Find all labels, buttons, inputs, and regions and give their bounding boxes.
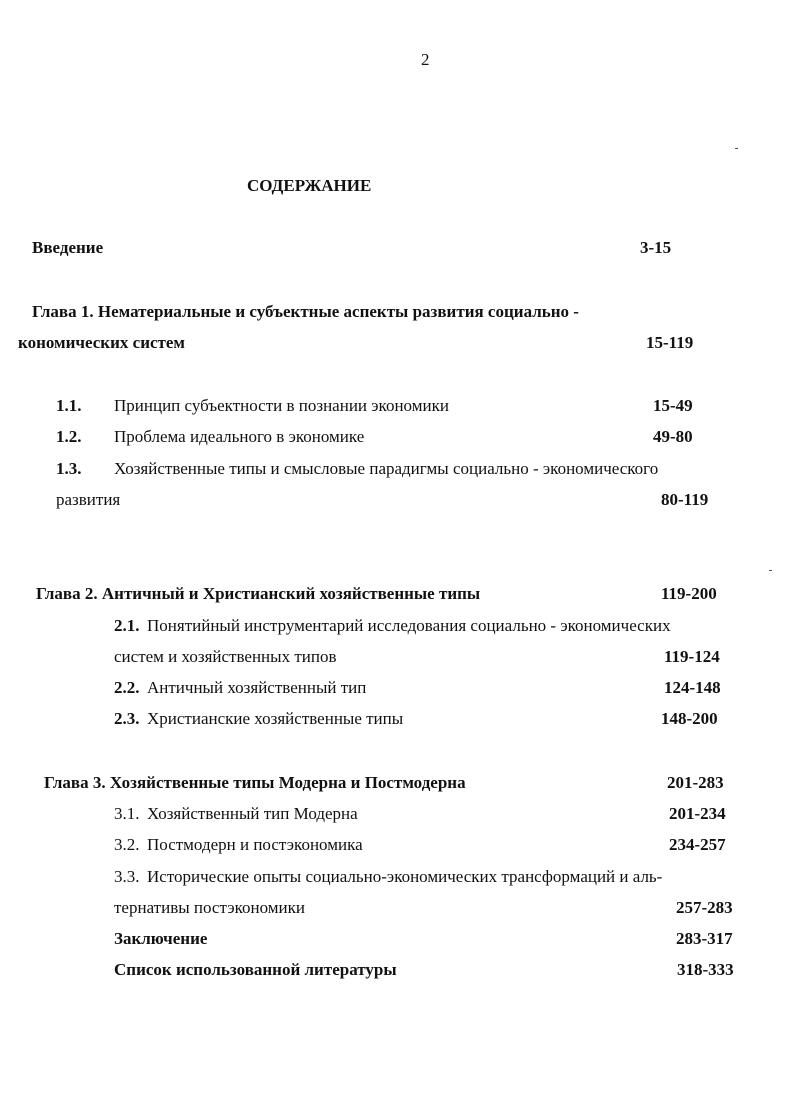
- section-3-1-title: Хозяйственный тип Модерна: [147, 804, 358, 823]
- section-3-2-number: 3.2.: [114, 835, 140, 854]
- section-3-3-title-line2: тернативы постэкономики: [114, 898, 306, 917]
- toc-bibliography-label: Список использованной литературы: [114, 960, 397, 979]
- section-2-3-number: 2.3.: [114, 709, 140, 728]
- section-2-3-title: Христианские хозяйственные типы: [147, 709, 404, 728]
- chapter-1-title-line2: кономических систем: [18, 333, 186, 352]
- section-2-2-title: Античный хозяйственный тип: [147, 678, 367, 697]
- section-1-3-title-line2: развития: [56, 490, 121, 509]
- toc-intro-pages: 3-15: [640, 238, 672, 257]
- toc-conclusion-pages: 283-317: [676, 929, 733, 948]
- section-3-1-pages: 201-234: [669, 804, 726, 823]
- chapter-3-title: Глава 3. Хозяйственные типы Модерна и Постмодерна: [44, 773, 466, 792]
- section-1-1-number: 1.1.: [56, 396, 82, 415]
- page-number: 2: [421, 50, 430, 69]
- toc-heading: СОДЕРЖАНИЕ: [247, 176, 372, 195]
- scan-speck: [769, 570, 772, 571]
- section-1-2-number: 1.2.: [56, 427, 82, 446]
- section-2-1-title-line1: Понятийный инструментарий исследования социально - экономических: [147, 616, 671, 635]
- chapter-2-title: Глава 2. Античный и Христианский хозяйственные типы: [36, 584, 481, 603]
- chapter-1-title-line1: Глава 1. Нематериальные и субъектные аспекты развития социально -: [32, 302, 579, 321]
- section-1-2-pages: 49-80: [653, 427, 693, 446]
- chapter-3-pages: 201-283: [667, 773, 724, 792]
- chapter-2-pages: 119-200: [661, 584, 717, 603]
- section-3-1-number: 3.1.: [114, 804, 140, 823]
- section-3-3-pages: 257-283: [676, 898, 733, 917]
- section-2-1-title-line2: систем и хозяйственных типов: [114, 647, 337, 666]
- section-1-1-title: Принцип субъектности в познании экономики: [114, 396, 449, 415]
- section-1-3-number: 1.3.: [56, 459, 82, 478]
- section-3-3-title-line1: Исторические опыты социально-экономических трансформаций и аль-: [147, 867, 663, 886]
- section-1-2-title: Проблема идеального в экономике: [114, 427, 365, 446]
- section-3-2-pages: 234-257: [669, 835, 726, 854]
- section-2-2-pages: 124-148: [664, 678, 721, 697]
- section-2-2-number: 2.2.: [114, 678, 140, 697]
- section-2-1-number: 2.1.: [114, 616, 140, 635]
- section-1-1-pages: 15-49: [653, 396, 693, 415]
- toc-intro-label: Введение: [32, 238, 104, 257]
- toc-conclusion-label: Заключение: [114, 929, 208, 948]
- section-1-3-pages: 80-119: [661, 490, 709, 509]
- section-3-2-title: Постмодерн и постэкономика: [147, 835, 363, 854]
- section-1-3-title-line1: Хозяйственные типы и смысловые парадигмы социально - экономического: [114, 459, 659, 478]
- section-2-1-pages: 119-124: [664, 647, 720, 666]
- section-3-3-number: 3.3.: [114, 867, 140, 886]
- scan-speck: [735, 148, 738, 149]
- toc-bibliography-pages: 318-333: [677, 960, 734, 979]
- chapter-1-pages: 15-119: [646, 333, 694, 352]
- section-2-3-pages: 148-200: [661, 709, 718, 728]
